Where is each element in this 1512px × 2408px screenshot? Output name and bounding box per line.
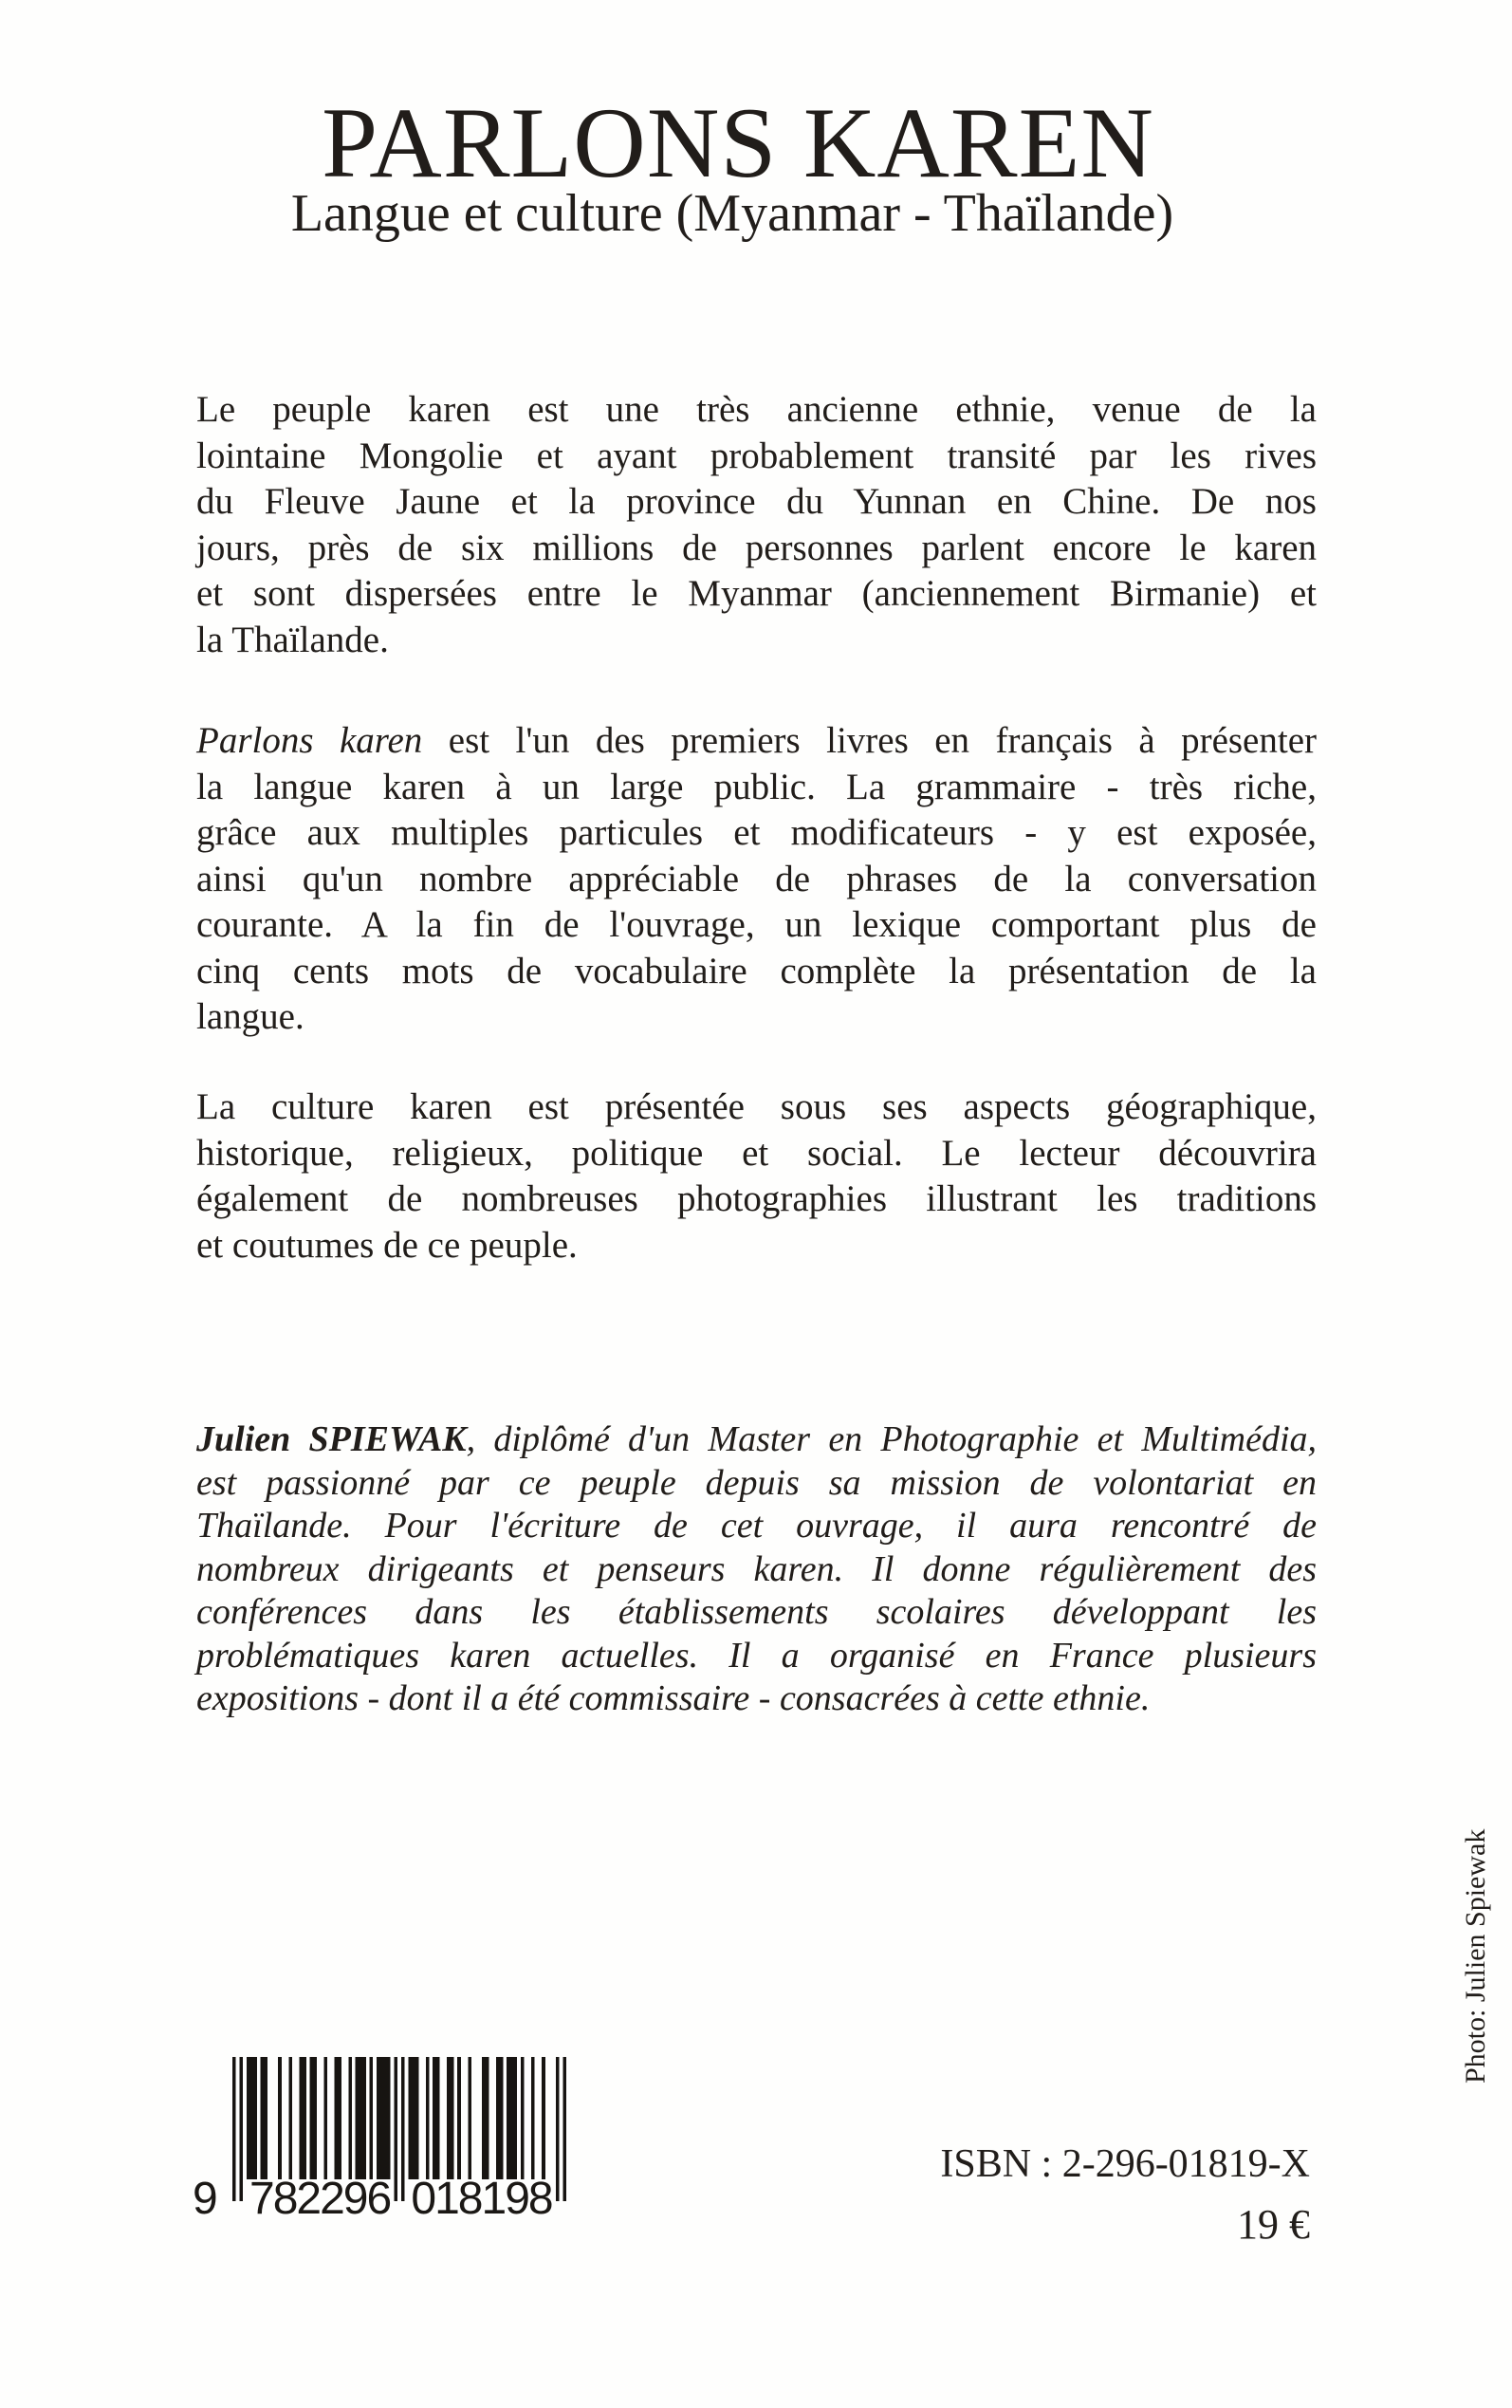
text-run: Thaïlande. Pour l'écriture de cet ouvrage, il aura rencontré de [196,1506,1317,1546]
barcode-bar [334,2057,341,2179]
barcode-bar [394,2057,397,2201]
barcode-digits-right: 018198 [411,2174,552,2224]
text-line [196,857,1317,903]
photo-credit: Photo: Julien Spiewak [1460,1828,1491,2084]
barcode-bar [323,2057,327,2179]
text-line [196,1635,1317,1678]
text-run: ainsi qu'un nombre appréciable de phrases de la conversation [196,858,1317,899]
barcode-bar [521,2057,525,2179]
text-line [196,571,1317,618]
barcode-bar [457,2057,461,2179]
text-run: La culture karen est présentée sous ses aspects géographique, [196,1086,1317,1127]
text-run: expositions - dont il a été commissaire - consacrées à cette ethnie. [196,1678,1151,1718]
text-line [196,718,1317,765]
paragraph-about-book [196,718,1317,1041]
text-run: jours, près de six millions de personnes parlent encore le karen [196,527,1317,568]
text-run: historique, religieux, politique et social. Le lecteur découvrira [196,1132,1317,1174]
barcode-bar [507,2057,517,2179]
barcode [188,2057,567,2232]
text-run: lointaine Mongolie et ayant probablement transité par les rives [196,435,1317,476]
barcode-bar [562,2057,566,2201]
barcode-bar [426,2057,430,2179]
text-run: également de nombreuses photographies illustrant les traditions [196,1178,1317,1219]
barcode-bar [401,2057,405,2201]
text-run: conférences dans les établissements scolaires développant les [196,1592,1317,1632]
text-run: du Fleuve Jaune et la province du Yunnan en Chine. De nos [196,481,1317,522]
text-run: nombreux dirigeants et penseurs karen. Il donne régulièrement des [196,1548,1317,1589]
text-line [196,1591,1317,1635]
subtitle-row [0,184,1488,243]
book-title: PARLONS KAREN [322,87,1154,198]
text-run: et coutumes de ce peuple. [196,1224,578,1266]
text-line [196,387,1317,434]
barcode-bar [232,2057,236,2201]
barcode-bar [433,2057,439,2179]
text-line [196,902,1317,949]
text-line [196,1677,1317,1721]
text-line [196,1223,1317,1269]
barcode-bar [261,2057,267,2179]
barcode-bar [542,2057,545,2179]
text-line [196,618,1317,664]
barcode-bar [496,2057,503,2179]
barcode-bar [299,2057,305,2179]
text-run: , diplômé d'un Master en Photographie et Multimédia, [466,1419,1318,1459]
text-line [196,1176,1317,1223]
text-line [196,479,1317,526]
text-line [196,1462,1317,1506]
text-line [196,765,1317,811]
barcode-bar [468,2057,471,2179]
text-run: problématiques karen actuelles. Il a organisé en France plusieurs [196,1635,1317,1676]
barcode-bar [288,2057,292,2179]
barcode-bar [247,2057,257,2179]
text-line [196,1418,1317,1462]
isbn-block [940,2140,1310,2249]
title-row [0,87,1494,198]
barcode-bar [278,2057,282,2179]
text-line [196,810,1317,857]
text-line [196,994,1317,1041]
barcode-bar [482,2057,489,2179]
text-run: Le peuple karen est une très ancienne ethnie, venue de la [196,389,1317,430]
barcode-bar [370,2057,374,2179]
barcode-bar [408,2057,418,2179]
barcode-bar [356,2057,366,2179]
text-run: la langue karen à un large public. La grammaire - très riche, [196,766,1317,807]
author-bio-paragraph [196,1418,1317,1721]
text-run: langue. [196,996,304,1037]
text-run: est l'un des premiers livres en français à présenter [422,720,1317,761]
barcode-bar [377,2057,391,2179]
barcode-bar [348,2057,352,2179]
text-run: la Thaïlande. [196,619,389,660]
barcode-bar [556,2057,560,2201]
text-line [196,1084,1317,1131]
text-line [196,526,1317,572]
text-line [196,1131,1317,1177]
barcode-bar [531,2057,535,2179]
paragraph-intro [196,387,1317,663]
price: 19 € [1237,2201,1310,2248]
text-line [196,434,1317,480]
book-subtitle: Langue et culture (Myanmar - Thaïlande) [290,184,1174,243]
text-run: grâce aux multiples particules et modificateurs - y est exposée, [196,812,1317,853]
isbn-number: ISBN : 2-296-01819-X [940,2142,1310,2186]
text-line [196,1505,1317,1548]
text-run: Parlons karen [196,720,423,761]
text-line [196,949,1317,995]
barcode-bar [447,2057,453,2179]
text-run: cinq cents mots de vocabulaire complète la présentation de la [196,950,1317,991]
text-line [196,1548,1317,1592]
barcode-bar [310,2057,317,2179]
barcode-digit-lead: 9 [193,2174,216,2224]
barcode-digits-left: 782296 [249,2174,391,2224]
text-run: est passionné par ce peuple depuis sa mission de volontariat en [196,1462,1317,1503]
text-run: courante. A la fin de l'ouvrage, un lexique comportant plus de [196,904,1317,945]
text-run: Julien SPIEWAK [196,1419,467,1459]
barcode-bar [239,2057,243,2201]
paragraph-about-culture [196,1084,1317,1269]
text-run: et sont dispersées entre le Myanmar (anciennement Birmanie) et [196,573,1317,614]
